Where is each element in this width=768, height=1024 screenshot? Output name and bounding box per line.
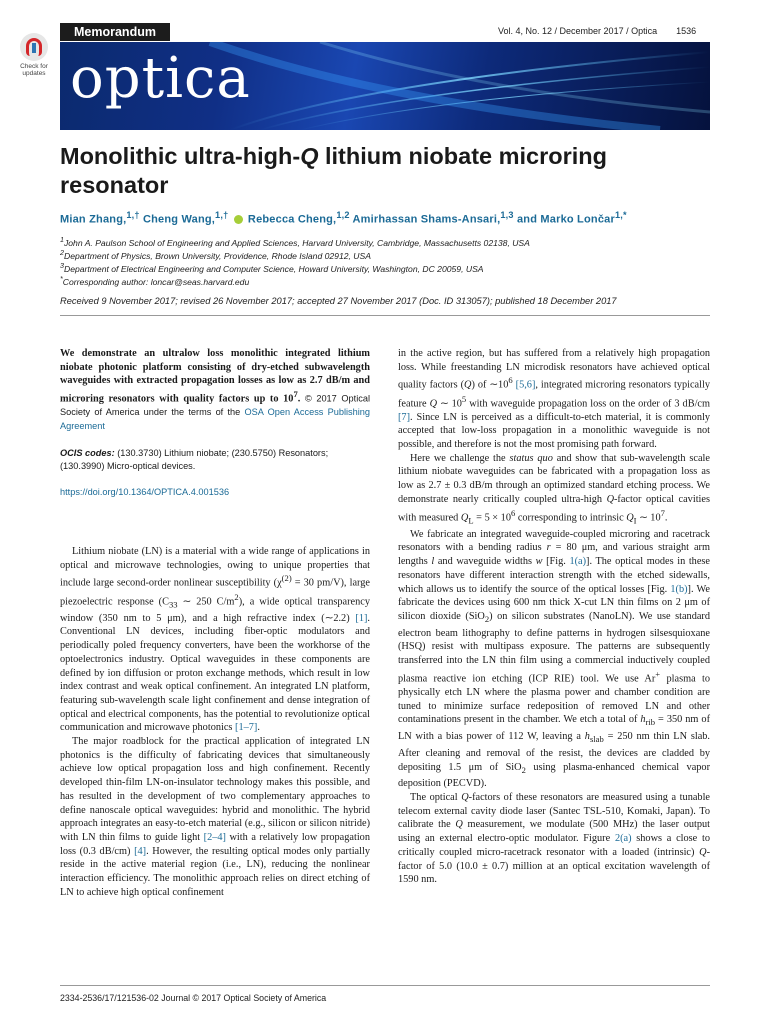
citation-link[interactable]: [4] bbox=[134, 845, 147, 857]
author-name[interactable]: Cheng Wang, bbox=[142, 213, 216, 226]
affiliation: $^3$Department of Electrical Engineering and Computer Science, Howard University, Washington, DC 20059, USA bbox=[60, 262, 484, 274]
figure-link[interactable]: 1(b) bbox=[670, 583, 688, 595]
license-link[interactable]: OSA Open Access Publishing Agreement bbox=[60, 407, 370, 431]
journal-meta bbox=[498, 26, 696, 36]
journal-logo: optica bbox=[70, 46, 251, 111]
paragraph: Lithium niobate (LN) is a material with a wide range of applications in optical and microwave technologies, owing to unique properties that include large second-order nonlinear susceptibility ($\chi^{(2)} = 30$ pm/V), large piezoelectric response ($C_{33}$ ∼ 250 $C/m^2$), a wide optical transparency window (350 nm to 5 μm), and a high refractive index (∼2.2) [1]. Conventional LN devices, including fiber-optic modulators and periodically poled frequency converters, have been the workhorse of the optoelectronics industry. Optical waveguides in these components are defined by ion diffusion or proton exchange methods, which result in low index contrast and weak optical confinement. An integrated LN platform, featuring sub-wavelength scale light confinement and dense integration of optical and electrical components, has the potential to revolutionize optical communication and microwave photonics [1–7]. bbox=[60, 546, 370, 734]
paragraph: The optical Q-factors of these resonators are measured using a tunable telecom external cavity diode laser (Santec TSL-510, Komaki, Japan). To calibrate the Q measurement, we modulate (500 MHz) the laser output using an external electro-optic modulator. Figure 2(a) shows a close to critically coupled micro-racetrack resonator with a loaded (intrinsic) Q-factor of 5.0 (10.0 ± 0.7) million at an optical excitation wavelength of 1590 nm. bbox=[398, 792, 711, 886]
author-name[interactable]: Mian Zhang, bbox=[60, 213, 127, 226]
footer-copyright: 2334-2536/17/121536-02 Journal © 2017 Optical Society of America bbox=[60, 993, 327, 1003]
footer-divider bbox=[60, 985, 710, 986]
ocis-codes: OCIS codes: (130.3730) Lithium niobate; (230.5750) Resonators; (130.3990) Micro-optical devices. bbox=[60, 448, 329, 471]
author-name[interactable]: Marko Lončar bbox=[540, 213, 615, 226]
affiliation: $^1$John A. Paulson School of Engineering and Applied Sciences, Harvard University, Cambridge, Massachusetts 02138, USA bbox=[60, 236, 530, 248]
publication-history: Received 9 November 2017; revised 26 November 2017; accepted 27 November 2017 (Doc. ID 313057); published 18 December 2017 bbox=[60, 296, 617, 306]
affiliation: $^2$Department of Physics, Brown University, Providence, Rhode Island 02912, USA bbox=[60, 249, 371, 261]
check-for-updates-badge[interactable] bbox=[12, 33, 56, 77]
issue-info: Vol. 4, No. 12 / December 2017 / Optica bbox=[498, 26, 658, 36]
figure-link[interactable]: 2(a) bbox=[614, 833, 632, 845]
doi-link[interactable]: https://doi.org/10.1364/OPTICA.4.001536 bbox=[60, 487, 230, 497]
citation-link[interactable]: [7] bbox=[398, 411, 411, 423]
paragraph: in the active region, but has suffered from a relatively high propagation loss. While freestanding LN microdisk resonators have achieved optical quality factors (Q) of $\sim 10^6$ [5,6], integrated microring resonators typically feature Q ∼ $10^5$ with waveguide propagation loss on the order of 3 dB/cm [7]. Since LN is perceived as a difficult-to-etch material, it is commonly accepted that low-loss propagation in a monolithic waveguide is not possible, and therefore is not the most promising path forward. bbox=[398, 348, 711, 451]
citation-link[interactable]: [1] bbox=[355, 612, 368, 624]
citation-link[interactable]: [2–4] bbox=[203, 831, 226, 843]
crossmark-label-1: Check for bbox=[20, 63, 48, 70]
author-name[interactable]: Amirhassan Shams-Ansari, bbox=[352, 213, 501, 226]
section-label: Memorandum bbox=[60, 23, 170, 41]
corresponding-author: *Corresponding author: loncar@seas.harvard.edu bbox=[60, 275, 250, 287]
paragraph: The major roadblock for the practical application of integrated LN photonics is the difficulty of fabricating devices that simultaneously achieve low optical propagation loss and high confinement. Recently developed thin-film LN-on-insulator technology makes this possible, and has resulted in the development of two complementary approaches to define nanoscale optical waveguides: hybrid and monolithic. The hybrid approach integrates an easy-to-etch material (e.g., silicon or silicon nitride) with LN thin films to guide light [2–4] with a relatively low propagation loss (0.3 dB/cm) [4]. However, the resulting optical modes only partially reside in the active material region (i.e., LN), reducing the nonlinear interaction efficiency. The monolithic approach relies on direct etching of LN to achieve high optical confinement bbox=[60, 736, 370, 898]
paragraph: We fabricate an integrated waveguide-coupled microring and racetrack resonators with a bending radius r = 80 μm, and various straight arm lengths l and waveguide widths w [Fig. 1(a)]. The optical modes in these resonators have different interaction strength with the etched sidewalls, which allows us to identify the source of the optical losses [Fig. 1(b)]. We fabricate the devices using 600 nm thick X-cut LN thin films on 2 μm of silicon dioxide (SiO$_2$) on silicon substrates (NanoLN). We use standard electron beam lithography to define patterns in hydrogen silsesquioxane (HSQ) resist with multipass exposure. The patterns are subsequently transferred into the LN thin film using a commercial inductively coupled plasma reactive ion etching (ICP RIE) tool. We use Ar+ plasma to physically etch LN where the plasma power and chamber condition are tuned to minimize surface redeposition of removed LN and other contaminations present in the chamber. We etch a total of $h_{rib} = 350$ nm of LN with a bias power of 112 W, leaving a $h_{slab} = 250$ nm thin LN slab. After cleaning and removal of the resist, the devices are cladded by depositing 1.5 μm of SiO$_2$ using plasma-enhanced chemical vapor deposition (PECVD). bbox=[398, 528, 711, 790]
abstract: We demonstrate an ultralow loss monolithic integrated lithium niobate photonic platform consisting of dry-etched subwavelength waveguides with extracted propagation losses as low as 2.7 dB/m and microring resonators with quality factors up to $10^7$. © 2017 Optical Society of America under the terms of the OSA Open Access Publishing Agreement bbox=[60, 348, 370, 431]
crossmark-label-2: updates bbox=[22, 70, 46, 77]
figure-link[interactable]: 1(a) bbox=[569, 556, 587, 568]
paragraph: Here we challenge the status quo and show that sub-wavelength scale lithium niobate waveguides can be fabricated with a propagation loss as low as 2.7 ± 0.3 dB/m through an optimized standard etching process. We demonstrate nearly critically coupled ultra-high Q-factor optical cavities with measured $Q_L = 5 \times 10^6$ corresponding to intrinsic $Q_I$ ∼ $10^7$. bbox=[398, 452, 710, 526]
citation-link[interactable]: [5,6] bbox=[515, 379, 536, 391]
body-column-left bbox=[60, 545, 370, 899]
divider bbox=[60, 315, 710, 316]
author-name[interactable]: Rebecca Cheng, bbox=[247, 213, 337, 226]
orcid-icon[interactable] bbox=[234, 215, 243, 224]
body-column-right bbox=[398, 347, 710, 887]
citation-link[interactable]: [1–7] bbox=[235, 722, 258, 734]
author-list: Mian Zhang,$^{1,\dagger}$ Cheng Wang,$^{1,\dagger}$ Rebecca Cheng,$^{1,2}$ Amirhassan Shams-Ansari,$^{1,3}$ and Marko Lončar$^{1,*}$ bbox=[60, 210, 627, 226]
crossmark-icon bbox=[20, 33, 48, 61]
page-number: 1536 bbox=[676, 26, 697, 36]
article-title: Monolithic ultra-high-Q lithium niobate microring resonator bbox=[60, 143, 608, 198]
